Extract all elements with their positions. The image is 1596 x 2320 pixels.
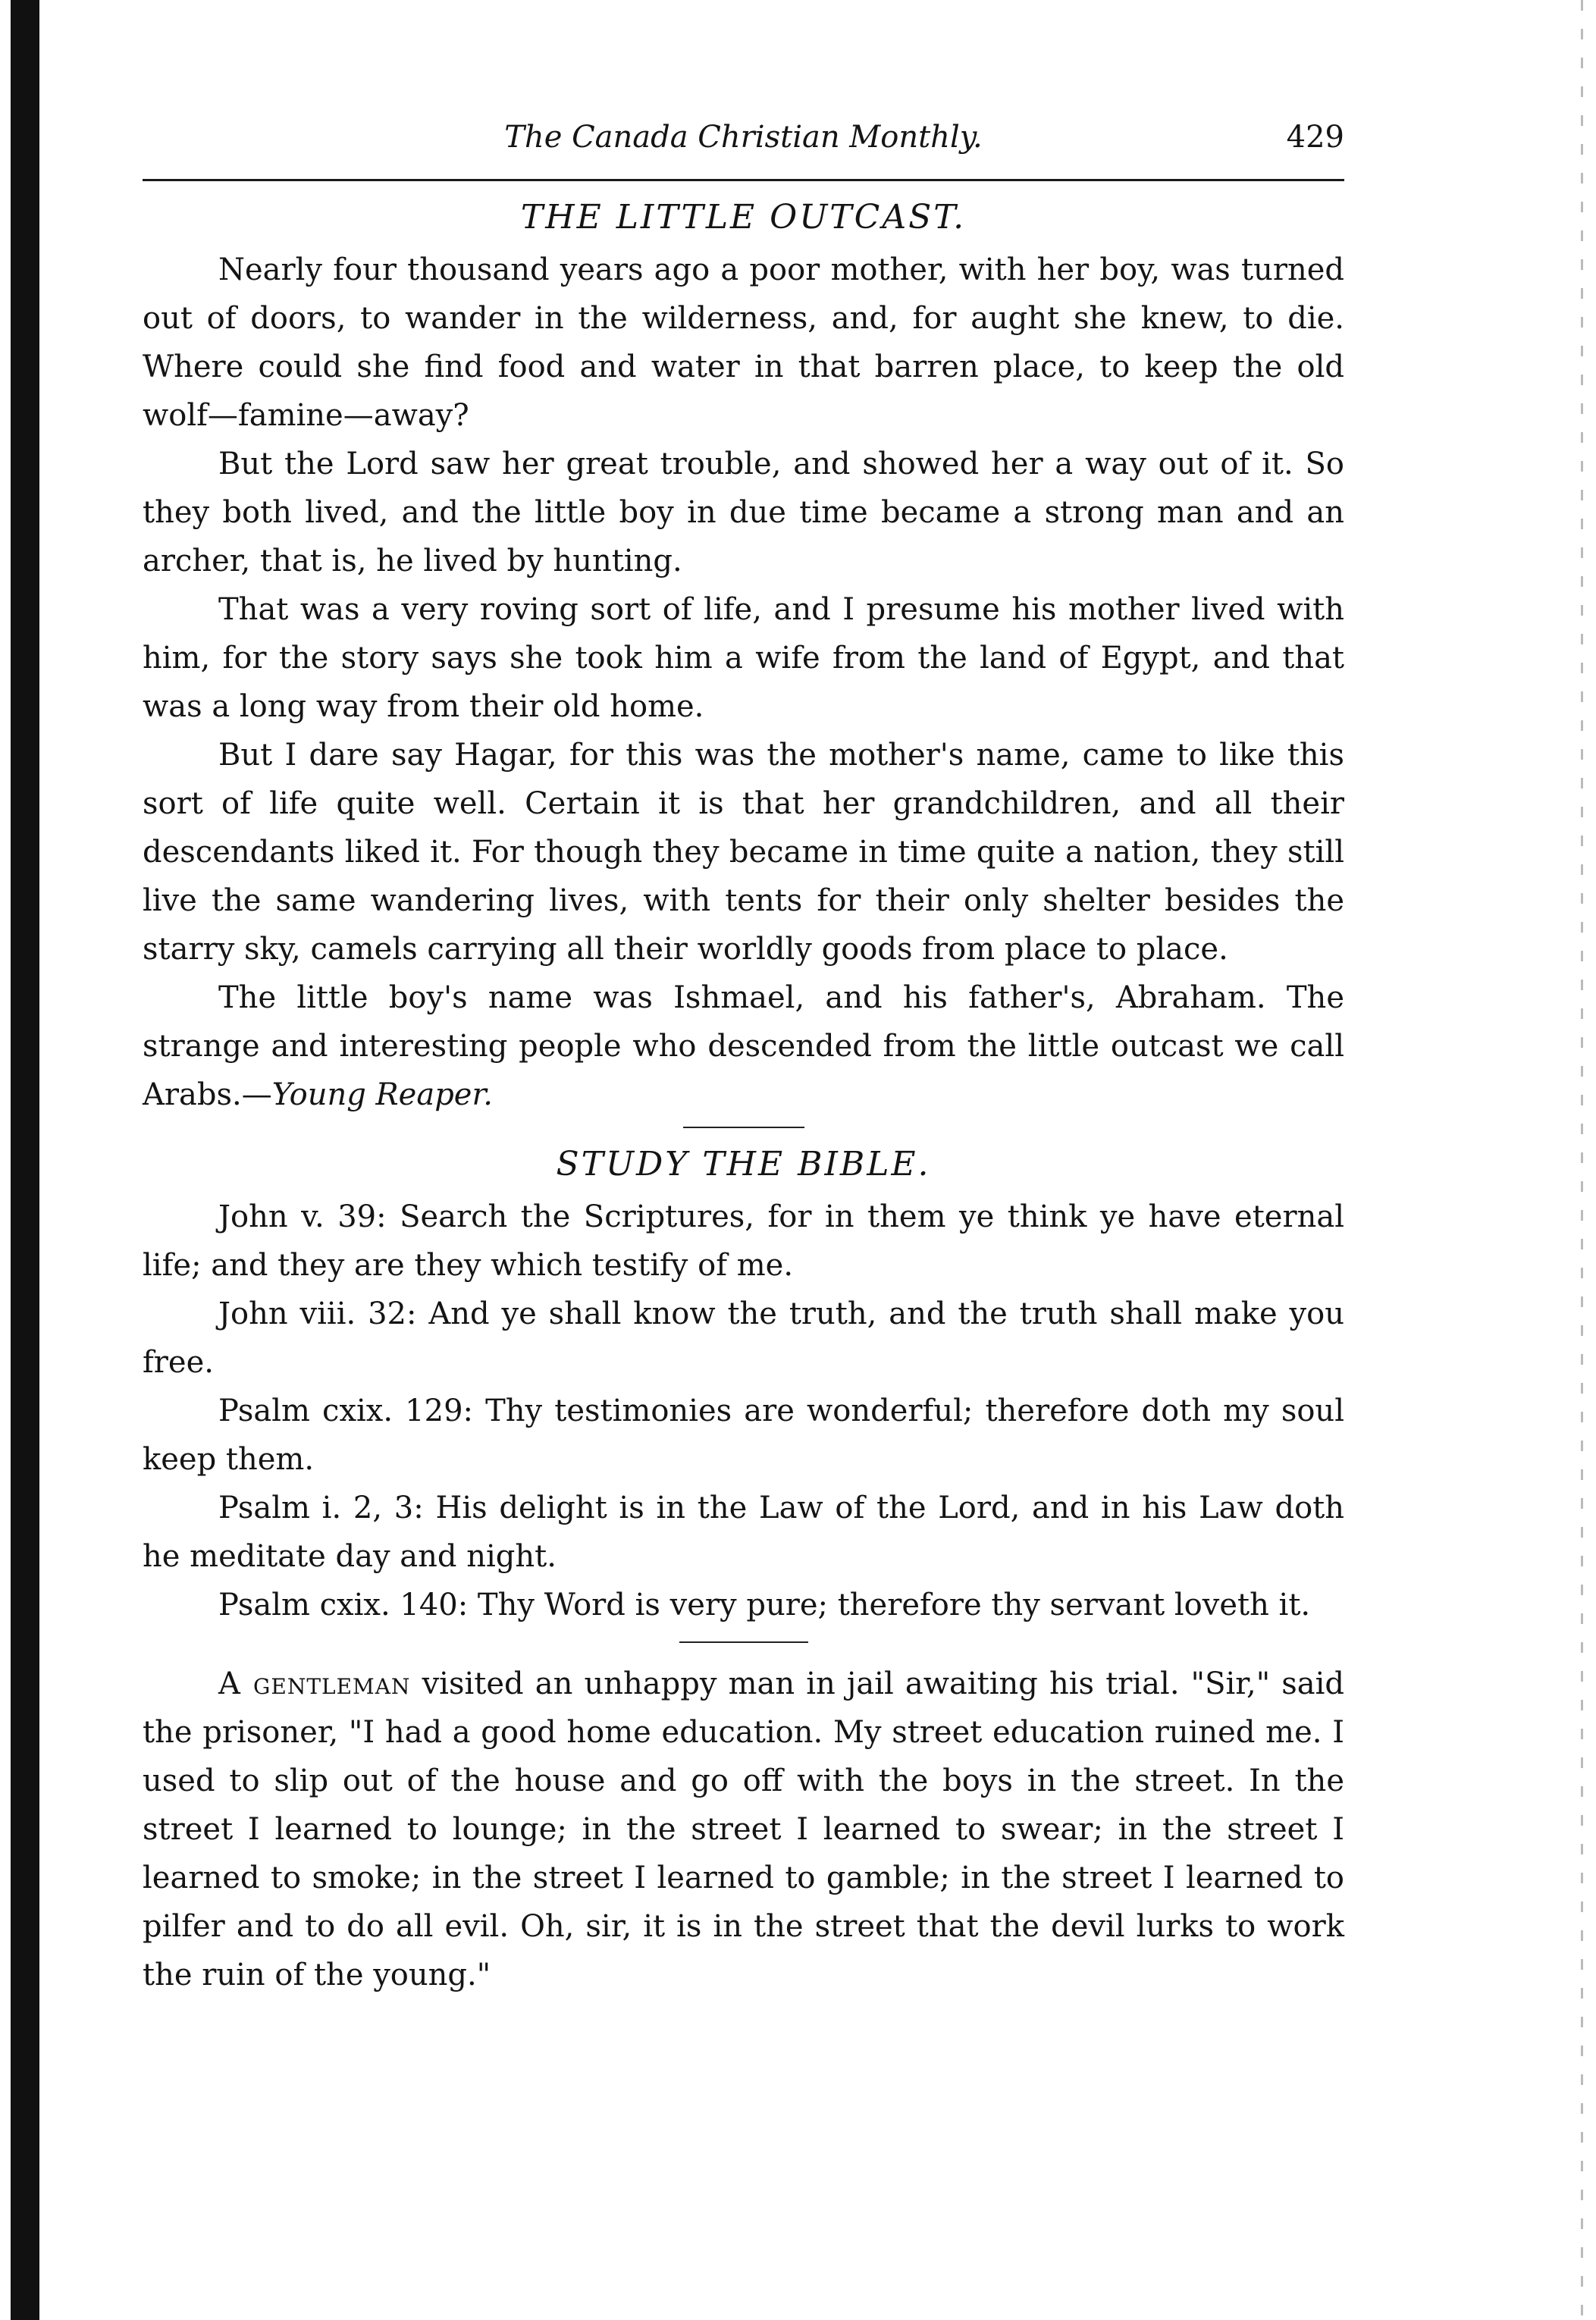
paragraph: But I dare say Hagar, for this was the mother's name, came to like this sort of life quite well. Certain it is that her grandchildren, and all their descendants liked it. For though they became in time quite a nation, they still live the same wandering lives, with tents for their only shelter besides the starry sky, camels carrying all their worldly goods from place to place.	[143, 738, 1344, 967]
bible-verse: John viii. 32: And ye shall know the truth, and the truth shall make you free.	[143, 1296, 1344, 1380]
bible-verse: Psalm i. 2, 3: His delight is in the Law of the Lord, and in his Law doth he meditate day and night.	[143, 1491, 1344, 1574]
page-edge-right	[1581, 0, 1583, 2320]
paragraph: But the Lord saw her great trouble, and showed her a way out of it. So they both lived, and the little boy in due time became a strong man and an archer, that is, he lived by hunting.	[143, 447, 1344, 578]
paragraph: Nearly four thousand years ago a poor mother, with her boy, was turned out of doors, to wander in the wilderness, and, for aught she knew, to die. Where could she find food and water in that barren place, to keep the old wolf—famine—away?	[143, 252, 1344, 433]
page-sheet	[143, 114, 1344, 1999]
paragraph-last	[143, 973, 1344, 1119]
article-title-study-the-bible: STUDY THE BIBLE.	[556, 1145, 931, 1184]
paragraph: That was a very roving sort of life, and I presume his mother lived with him, for the story says she took him a wife from the land of Egypt, and that was a long way from their old home.	[143, 592, 1344, 724]
bible-verse: Psalm cxix. 140: Thy Word is very pure; therefore thy servant loveth it.	[218, 1588, 1311, 1622]
running-title: The Canada Christian Monthly.	[504, 120, 983, 155]
anecdote-paragraph	[143, 1660, 1344, 1999]
anecdote-lead: A gentleman	[218, 1666, 411, 1701]
bible-verse: John v. 39: Search the Scriptures, for in them ye think ye have eternal life; and they are they which testify of me.	[143, 1199, 1344, 1283]
header-rule	[143, 179, 1344, 181]
running-header	[143, 114, 1344, 174]
source-attribution: Young Reaper.	[271, 1077, 493, 1112]
bible-verse: Psalm cxix. 129: Thy testimonies are wonderful; therefore doth my soul keep them.	[143, 1394, 1344, 1477]
paragraph-text: The little boy's name was Ishmael, and his father's, Abraham. The strange and interesting people who descended from the little outcast we call Arabs.—	[143, 980, 1344, 1112]
book-binding-edge	[11, 0, 39, 2320]
page-number: 429	[1286, 120, 1344, 155]
anecdote-text: visited an unhappy man in jail awaiting his trial. "Sir," said the prisoner, "I had a good home education. My street education ruined me. I used to slip out of the house and go off with the boys in the street. In the street I learned to lounge; in the street I learned to swear; in the street I learned to smoke; in the street I learned to gamble; in the street I learned to pilfer and to do all evil. Oh, sir, it is in the street that the devil lurks to work the ruin of the young."	[143, 1666, 1345, 1992]
section-divider	[683, 1127, 804, 1128]
article-title-little-outcast: THE LITTLE OUTCAST.	[520, 198, 967, 237]
section-divider	[679, 1641, 808, 1643]
